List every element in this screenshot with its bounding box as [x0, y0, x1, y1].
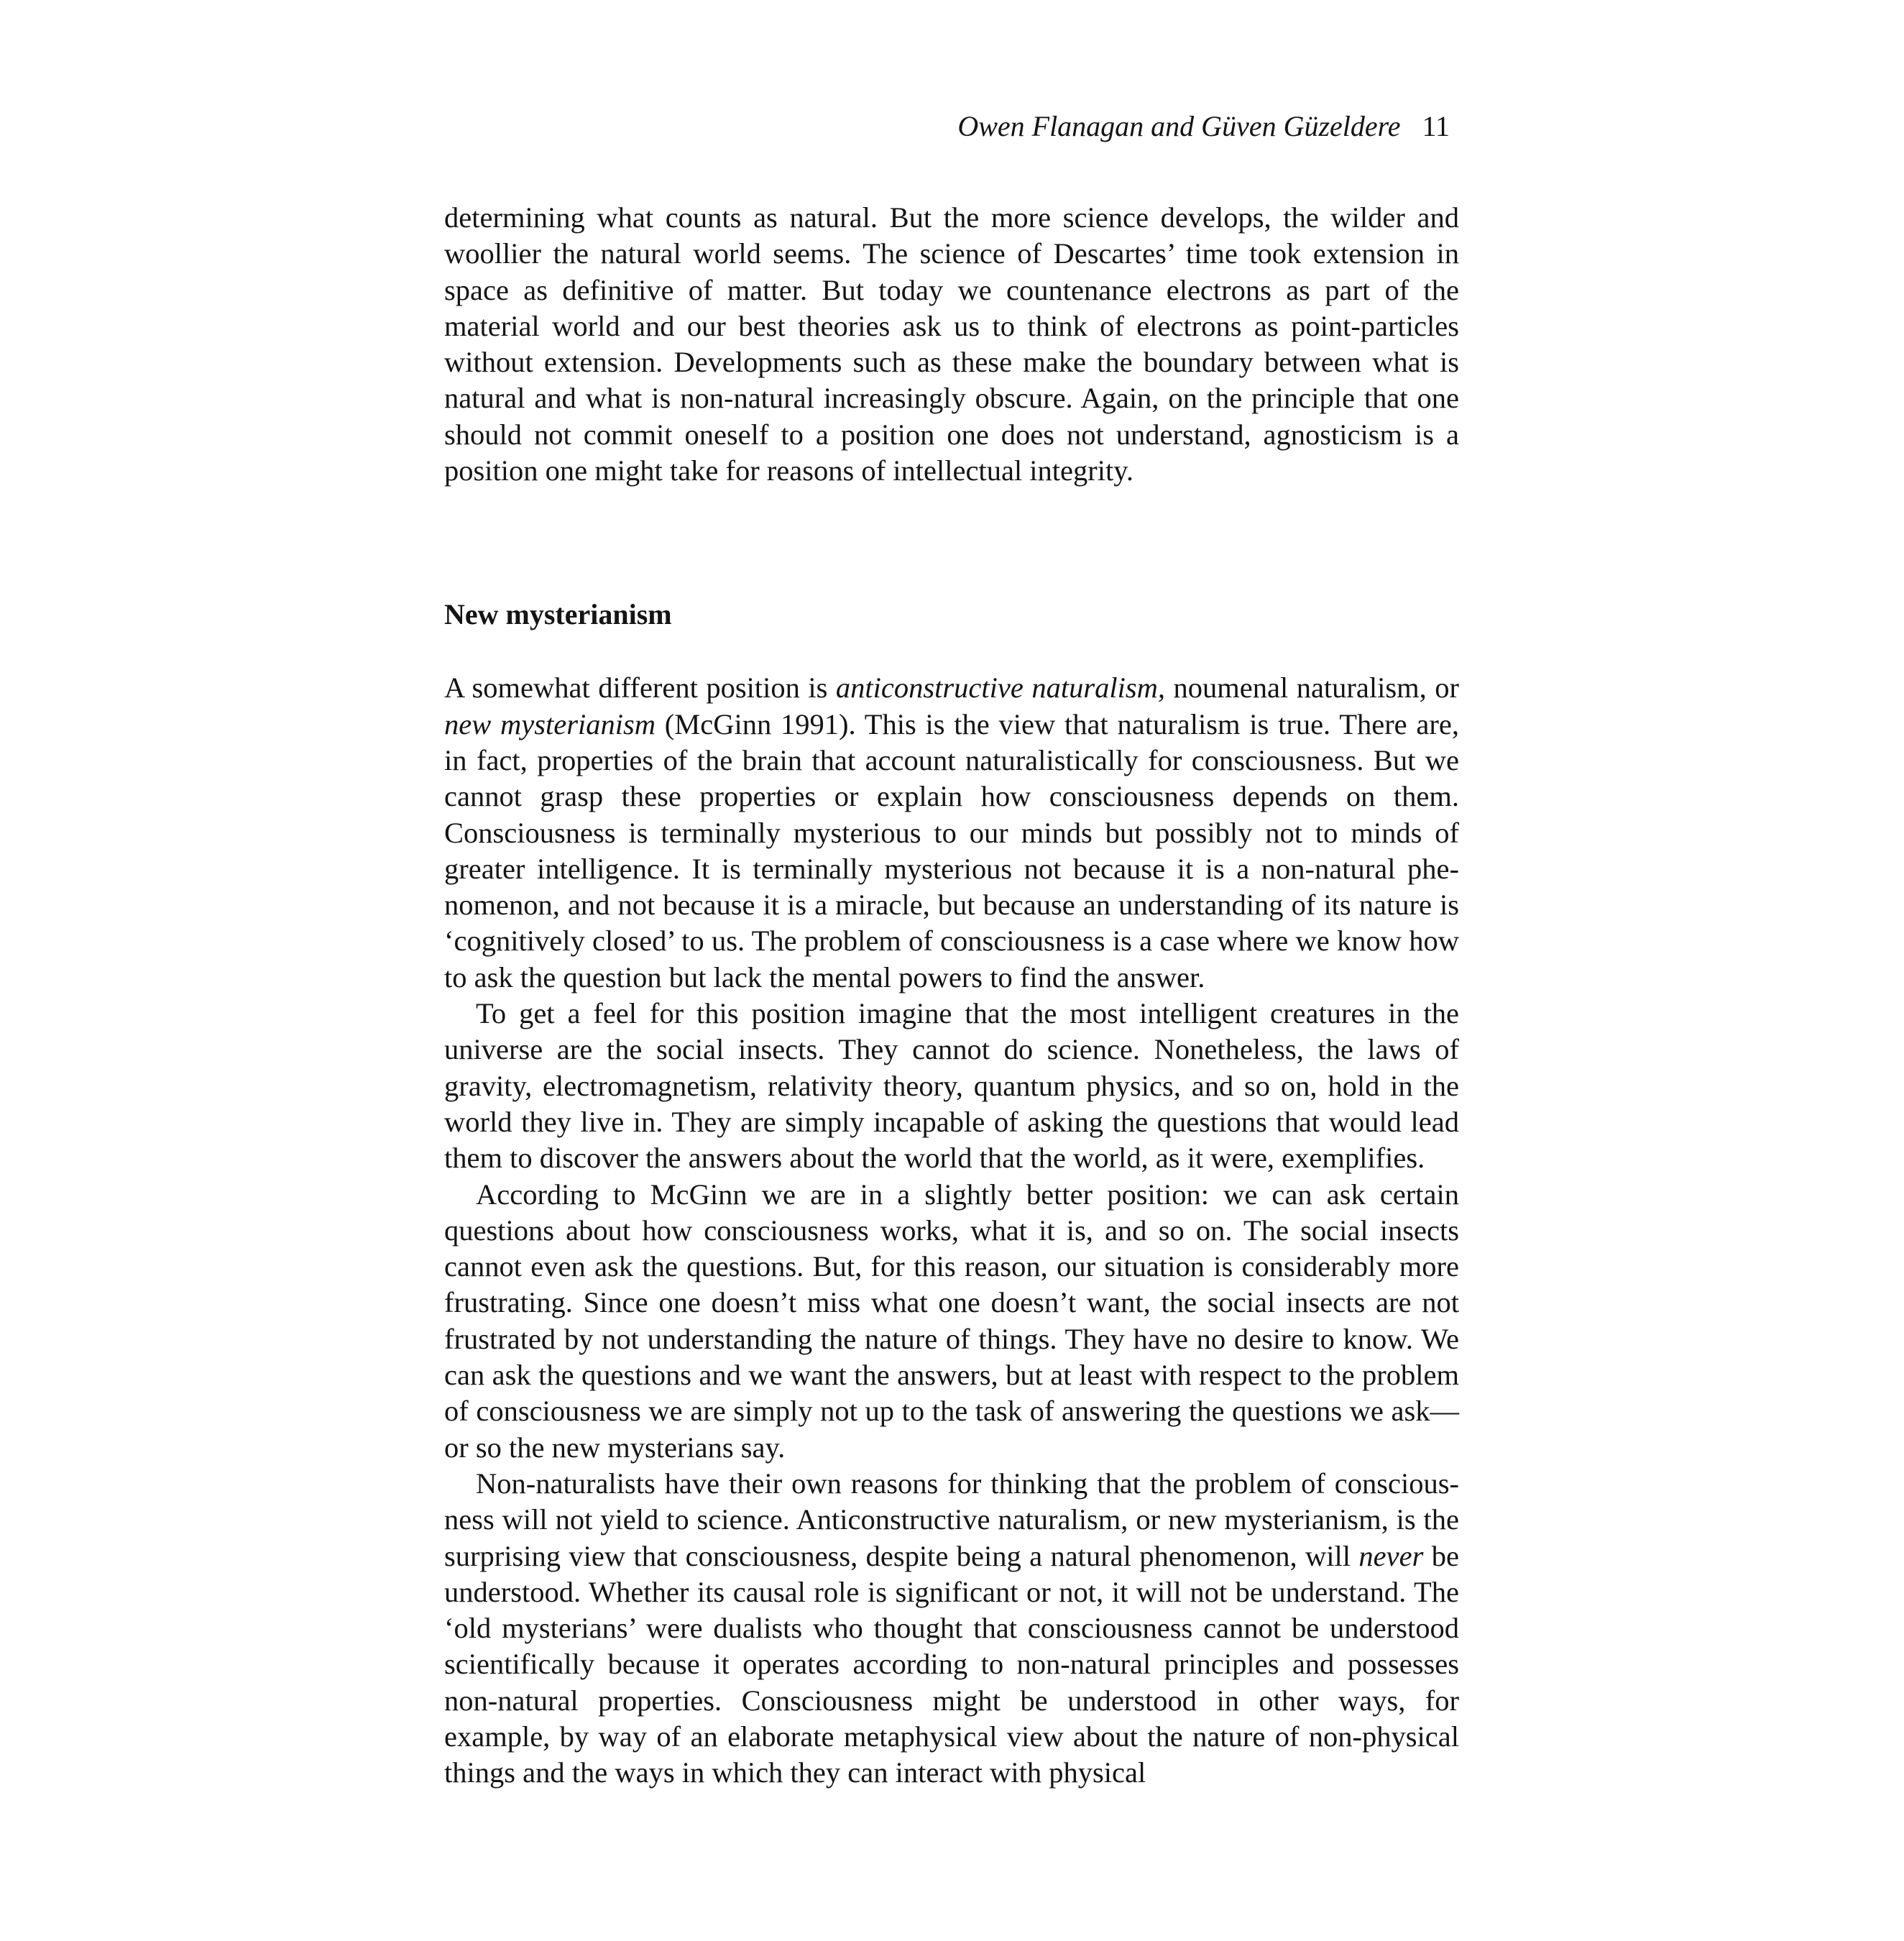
- emphasis-term: never: [1358, 1539, 1424, 1572]
- emphasis-term: new mysterianism: [444, 707, 656, 740]
- paragraph-text: (McGinn 1991). This is the view that naturalism is true. There are, in fact, properties of the brain that account naturalistically for consciousness. But we cannot grasp these properties or explain how consciousness depends on them. Consciousness is terminally mysterious to our minds but possibly not to minds of greater intelligence. It is terminally mysterious not because it is a non-natural phenomenon, and not because it is a miracle, but because an understanding of its nature is ‘cognitively closed’ to us. The problem of consciousness is a case where we know how to ask the question but lack the mental powers to find the answer.: [444, 707, 1459, 994]
- paragraph-text: be understood. Whether its causal role is significant or not, it will not be understand. The ‘old mysterians’ were dualists who thought that consciousness cannot be understood scientifically because it operates according to non-natural principles and possesses non-natural properties. Consciousness might be understood in other ways, for example, by way of an elaborate metaphysical view about the nature of non-physical things and the ways in which they can interact with physical: [444, 1539, 1459, 1789]
- body-text: [444, 200, 1459, 1791]
- paragraph-new-mysterianism-intro: [444, 670, 1459, 996]
- paragraph-non-naturalists: [444, 1466, 1459, 1791]
- paragraph-mcginn: According to McGinn we are in a slightly better position: we can ask certain questions about how consciousness works, what it is, and so on. The social insects cannot even ask the questions. But, for this reason, our situation is considerably more frustrating. Since one doesn’t miss what one doesn’t want, the social insects are not frustrated by not understanding the nature of things. They have no desire to know. We can ask the questions and we want the answers, but at least with respect to the problem of consciousness we are simply not up to the task of answering the questions we ask—or so the new mysterians say.: [444, 1178, 1459, 1464]
- paragraph-text: A somewhat different position is: [444, 671, 836, 705]
- section-heading: New mysterianism: [444, 598, 672, 631]
- paragraph-text: Non-naturalists have their own reasons for thinking that the problem of consciousness will not yield to science. Anticonstructive naturalism, or new mysterianism, is the surprising view that consciousness, despite being a natural phenomenon, will: [444, 1467, 1459, 1572]
- running-head-authors: Owen Flanagan and Güven Güzeldere: [957, 110, 1401, 142]
- page-number: 11: [1422, 110, 1450, 142]
- paragraph-continued: determining what counts as natural. But the more science develops, the wilder and woollier the natural world seems. The science of Descartes’ time took extension in space as definitive of matter. But today we countenance electrons as part of the material world and our best theories ask us to think of electrons as point-particles without extension. Developments such as these make the boundary between what is natural and what is non-natural increasingly obscure. Again, on the principle that one should not commit oneself to a position one does not understand, agnosticism is a position one might take for reasons of intellectual integrity.: [444, 201, 1459, 487]
- running-head: [957, 108, 1450, 145]
- paragraph-social-insects: To get a feel for this position imagine that the most intelligent creatures in the universe are the social insects. They cannot do science. Nonetheless, the laws of gravity, electromagnetism, relativity theory, quantum physics, and so on, hold in the world they live in. They are simply incapable of asking the questions that would lead them to discover the answers about the world that the world, as it were, exemplifies.: [444, 997, 1459, 1175]
- emphasis-term: anticonstructive naturalism,: [835, 671, 1165, 705]
- paragraph-text: noumenal naturalism, or: [1165, 671, 1460, 705]
